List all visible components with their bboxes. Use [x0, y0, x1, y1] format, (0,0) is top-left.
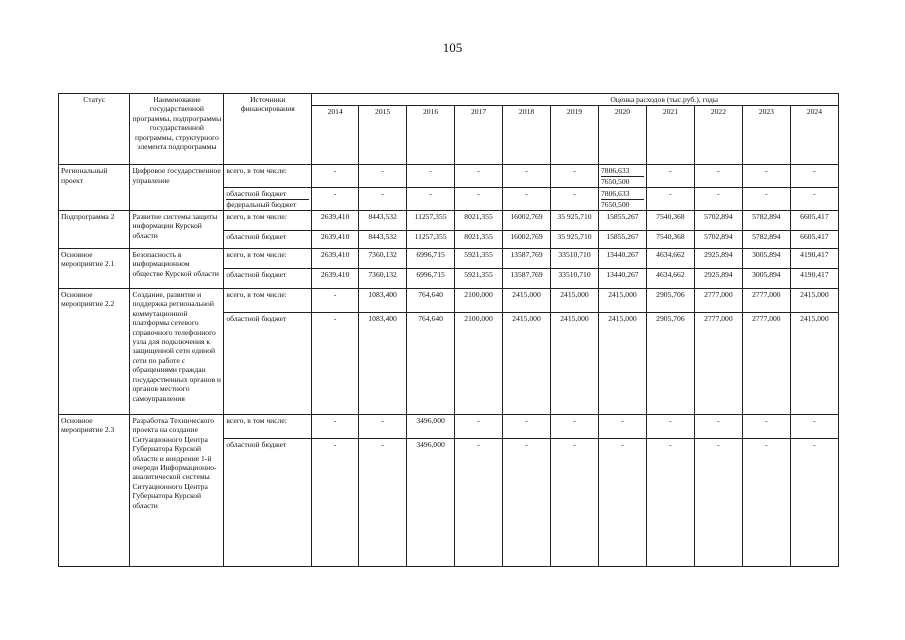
year-2020: 2020: [598, 106, 646, 165]
row-source: всего, в том числе:: [224, 211, 312, 231]
value-cell: 8021,355: [455, 231, 503, 249]
table-row: [59, 289, 839, 313]
value-cell: 2100,000: [455, 289, 503, 313]
year-2024: 2024: [790, 106, 838, 165]
row-source: областной бюджет: [224, 313, 312, 415]
header-source: Источники финансирования: [224, 94, 312, 165]
value-cell: [598, 165, 646, 188]
page-number: 105: [442, 40, 463, 55]
value-cell: 2925,894: [694, 269, 742, 289]
value-cell: 2415,000: [551, 289, 599, 313]
value-cell: -: [646, 188, 694, 211]
value-cell: 6605,417: [790, 211, 838, 231]
year-2014: 2014: [312, 106, 359, 165]
value-cell: 2777,000: [742, 289, 790, 313]
value-cell: 2925,894: [694, 249, 742, 269]
value-cell: -: [312, 289, 359, 313]
table-row: [59, 249, 839, 269]
value-cell: 7806,633: [601, 189, 644, 199]
value-cell: 7360,132: [359, 249, 407, 269]
value-cell: 3496,000: [407, 415, 455, 439]
value-cell: 2639,410: [312, 211, 359, 231]
value-cell: 6605,417: [790, 231, 838, 249]
value-cell: 13587,769: [503, 269, 551, 289]
value-cell: 5782,894: [742, 231, 790, 249]
value-cell: 5921,355: [455, 269, 503, 289]
table-row: [59, 415, 839, 439]
value-cell: 8443,532: [359, 211, 407, 231]
value-cell: 2639,410: [312, 249, 359, 269]
header-row: [59, 94, 839, 106]
row-source: [224, 188, 312, 211]
value-cell: -: [503, 439, 551, 567]
value-cell: -: [312, 415, 359, 439]
row-name: Создание, развитие и поддержка региональной коммутационной платформы сетевого справочного телефонного узла для подключения к защищенной сети единой сети по работе с обращениями граждан государственных органов и органов местного самоуправления: [130, 289, 224, 415]
value-cell: 8443,532: [359, 231, 407, 249]
value-cell: 7540,368: [646, 231, 694, 249]
value-cell: 2639,410: [312, 269, 359, 289]
value-cell: 2639,410: [312, 231, 359, 249]
value-cell: 2905,706: [646, 313, 694, 415]
value-cell: 5702,894: [694, 231, 742, 249]
value-cell: -: [359, 165, 407, 188]
value-cell: 7540,368: [646, 211, 694, 231]
year-2015: 2015: [359, 106, 407, 165]
year-2017: 2017: [455, 106, 503, 165]
value-cell: 2415,000: [790, 313, 838, 415]
value-cell: 6996,715: [407, 269, 455, 289]
value-cell: -: [694, 415, 742, 439]
value-cell: 7360,132: [359, 269, 407, 289]
value-cell: -: [790, 415, 838, 439]
value-cell: 3005,894: [742, 249, 790, 269]
value-cell: -: [503, 415, 551, 439]
year-2021: 2021: [646, 106, 694, 165]
value-cell: 2415,000: [598, 313, 646, 415]
value-cell: -: [312, 439, 359, 567]
value-cell: -: [359, 439, 407, 567]
value-cell: 3005,894: [742, 269, 790, 289]
value-cell: 5921,355: [455, 249, 503, 269]
value-cell: -: [312, 188, 359, 211]
value-cell: 2777,000: [742, 313, 790, 415]
value-cell: 7650,500: [600, 176, 630, 186]
year-2018: 2018: [503, 106, 551, 165]
row-name: Разработка Технического проекта на создание Ситуационного Центра Губернатора Курской области и внедрение 1-й очереди Информационно-аналитической системы Ситуационного Центра Губернатора Курской области: [130, 415, 224, 567]
table-row: [59, 211, 839, 231]
value-cell: 6996,715: [407, 249, 455, 269]
value-cell: -: [551, 188, 599, 211]
value-cell: -: [359, 188, 407, 211]
value-cell: -: [742, 415, 790, 439]
row-source: всего, в том числе:: [224, 249, 312, 269]
value-cell: 2100,000: [455, 313, 503, 415]
value-cell: -: [598, 439, 646, 567]
value-cell: -: [742, 165, 790, 188]
value-cell: -: [455, 165, 503, 188]
row-name: Безопасность в информационном обществе Курской области: [130, 249, 224, 289]
value-cell: -: [455, 415, 503, 439]
value-cell: 15855,267: [598, 211, 646, 231]
row-status: Подпрограмма 2: [59, 211, 130, 249]
value-cell: -: [455, 188, 503, 211]
year-2023: 2023: [742, 106, 790, 165]
value-cell: -: [742, 439, 790, 567]
value-cell: 16002,769: [503, 231, 551, 249]
value-cell: -: [407, 188, 455, 211]
header-estimate: Оценка расходов (тыс.руб.), годы: [312, 94, 839, 106]
row-name: Цифровое государственное управление: [130, 165, 224, 211]
value-cell: 4190,417: [790, 269, 838, 289]
value-cell: -: [312, 165, 359, 188]
value-cell: 2415,000: [503, 289, 551, 313]
value-cell: 2415,000: [790, 289, 838, 313]
value-cell: 4634,662: [646, 269, 694, 289]
value-cell: 2415,000: [551, 313, 599, 415]
value-cell: -: [646, 439, 694, 567]
value-cell: 764,640: [407, 313, 455, 415]
row-status: Основное мероприятие 2.1: [59, 249, 130, 289]
value-cell: [598, 188, 646, 211]
value-cell: 2415,000: [503, 313, 551, 415]
value-cell: 5782,894: [742, 211, 790, 231]
value-cell: -: [551, 415, 599, 439]
value-cell: 764,640: [407, 289, 455, 313]
value-cell: -: [503, 188, 551, 211]
value-cell: -: [503, 165, 551, 188]
row-name: Развитие системы защиты информации Курской области: [130, 211, 224, 249]
year-2022: 2022: [694, 106, 742, 165]
value-cell: 13440,267: [598, 249, 646, 269]
value-cell: 11257,355: [407, 211, 455, 231]
value-cell: 1083,400: [359, 313, 407, 415]
value-cell: -: [551, 439, 599, 567]
row-source: всего, в том числе:: [224, 415, 312, 439]
value-cell: 4634,662: [646, 249, 694, 269]
value-cell: -: [455, 439, 503, 567]
value-cell: 7650,500: [600, 199, 630, 209]
row-source: областной бюджет: [224, 231, 312, 249]
value-cell: 16002,769: [503, 211, 551, 231]
value-cell: -: [790, 439, 838, 567]
value-cell: 7806,633: [601, 166, 644, 176]
row-status: Основное мероприятие 2.2: [59, 289, 130, 415]
value-cell: 35 925,710: [551, 231, 599, 249]
value-cell: -: [407, 165, 455, 188]
value-cell: 8021,355: [455, 211, 503, 231]
value-cell: 15855,267: [598, 231, 646, 249]
value-cell: -: [694, 165, 742, 188]
year-2016: 2016: [407, 106, 455, 165]
row-status: Региональный проект: [59, 165, 130, 211]
row-source: областной бюджет: [226, 189, 309, 199]
value-cell: 1083,400: [359, 289, 407, 313]
value-cell: 2777,000: [694, 313, 742, 415]
value-cell: -: [694, 439, 742, 567]
value-cell: -: [790, 165, 838, 188]
row-source: областной бюджет: [224, 269, 312, 289]
value-cell: 33510,710: [551, 249, 599, 269]
row-source: областной бюджет: [224, 439, 312, 567]
value-cell: -: [694, 188, 742, 211]
table-row: [59, 165, 839, 188]
value-cell: -: [598, 415, 646, 439]
value-cell: 5702,894: [694, 211, 742, 231]
value-cell: 35 925,710: [551, 211, 599, 231]
value-cell: -: [646, 415, 694, 439]
value-cell: 2777,000: [694, 289, 742, 313]
value-cell: 2905,706: [646, 289, 694, 313]
value-cell: 33510,710: [551, 269, 599, 289]
value-cell: -: [790, 188, 838, 211]
value-cell: 13440,267: [598, 269, 646, 289]
row-status: Основное мероприятие 2.3: [59, 415, 130, 567]
value-cell: 11257,355: [407, 231, 455, 249]
value-cell: 4190,417: [790, 249, 838, 269]
header-status: Статус: [59, 94, 130, 165]
value-cell: -: [742, 188, 790, 211]
value-cell: -: [646, 165, 694, 188]
value-cell: -: [359, 415, 407, 439]
row-source: федеральный бюджет: [226, 199, 297, 209]
year-2019: 2019: [551, 106, 599, 165]
header-name: Наименование государственной программы, подпрограммы государственной программы, структурного элемента подпрограммы: [130, 94, 224, 165]
value-cell: -: [551, 165, 599, 188]
value-cell: 2415,000: [598, 289, 646, 313]
value-cell: -: [312, 313, 359, 415]
value-cell: 13587,769: [503, 249, 551, 269]
value-cell: 3496,000: [407, 439, 455, 567]
budget-table: [58, 93, 839, 567]
row-source: всего, в том числе:: [224, 289, 312, 313]
row-source: всего, в том числе:: [224, 165, 312, 188]
